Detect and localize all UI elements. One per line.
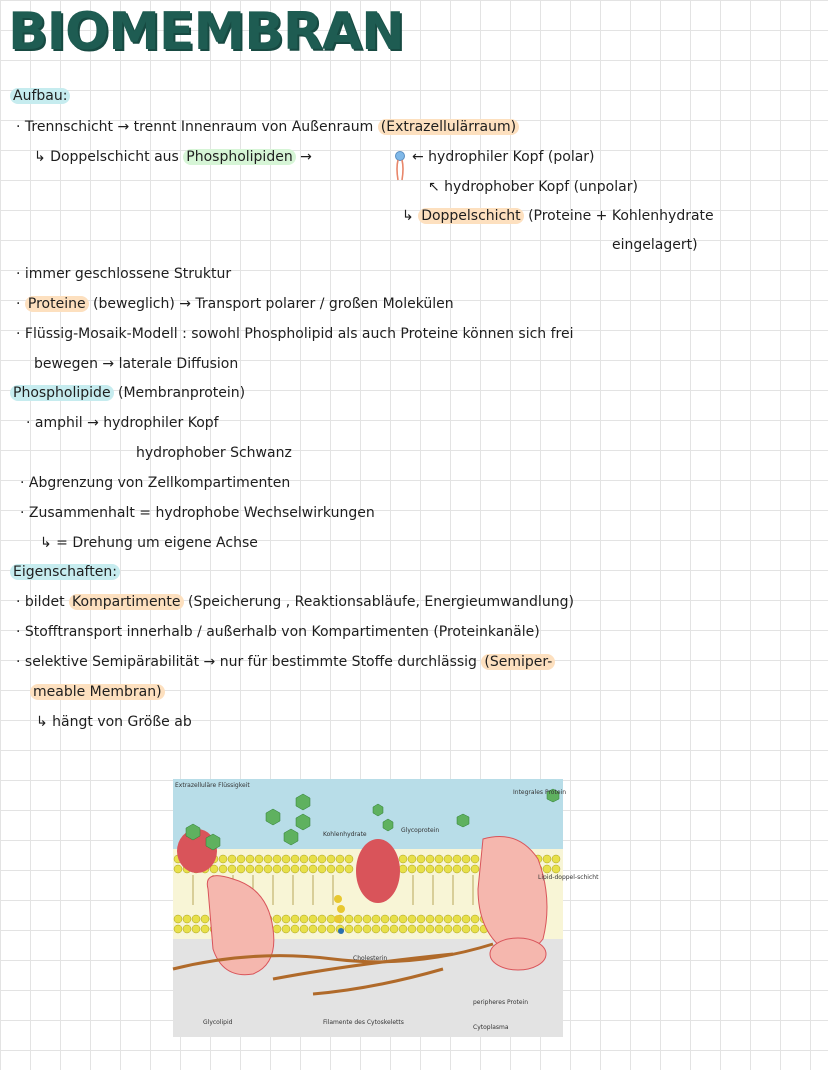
page-title: BIOMEMBRAN xyxy=(8,2,404,62)
aufbau-line-8: · Flüssig-Mosaik-Modell : sowohl Phospholipid als auch Proteine können sich frei xyxy=(16,326,574,342)
phospho-line-1: · amphil → hydrophiler Kopf xyxy=(26,415,219,431)
phospho-line-3: · Abgrenzung von Zellkompartimenten xyxy=(20,475,291,491)
aufbau-line-6: · immer geschlossene Struktur xyxy=(16,266,232,282)
aufbau-line-1: · Trennschicht → trennt Innenraum von Außenraum (Extrazellulärraum) xyxy=(16,117,519,137)
label-glycolipid: Glycolipid xyxy=(203,1019,233,1026)
eigen-heading: Eigenschaften: xyxy=(10,562,120,582)
label-cytoplasma: Cytoplasma xyxy=(473,1024,509,1031)
eigen-line-3: · selektive Semipärabilität → nur für bestimmte Stoffe durchlässig (Semiper- xyxy=(16,652,555,672)
label-integrales: Integrales Protein xyxy=(513,789,566,796)
aufbau-line-2: ↳ Doppelschicht aus Phospholipiden → xyxy=(34,149,312,165)
label-lipid: Lipid-doppel-schicht xyxy=(538,874,599,881)
eigen-line-2: · Stofftransport innerhalb / außerhalb von Kompartimenten (Proteinkanäle) xyxy=(16,624,540,640)
label-extrazell: Extrazelluläre Flüssigkeit xyxy=(175,782,250,789)
eigen-line-1: · bildet Kompartimente (Speicherung , Reaktionsabläufe, Energieumwandlung) xyxy=(16,594,574,610)
aufbau-line-4: ↳ Doppelschicht (Proteine + Kohlenhydrate xyxy=(402,208,714,224)
aufbau-line-5: eingelagert) xyxy=(612,237,698,253)
label-glycoprotein: Glycoprotein xyxy=(401,827,440,834)
eigen-line-5: ↳ hängt von Größe ab xyxy=(36,714,192,730)
phospho-line-2: hydrophober Schwanz xyxy=(136,445,292,461)
phospho-line-5: ↳ = Drehung um eigene Achse xyxy=(40,535,258,551)
phospho-heading: Phospholipide (Membranprotein) xyxy=(10,383,245,403)
membrane-diagram xyxy=(173,779,599,1037)
label-cholesterin: Cholesterin xyxy=(353,955,388,962)
eigen-line-4: meable Membran) xyxy=(30,682,165,702)
aufbau-hydrophob-kopf: ↖ hydrophober Kopf (unpolar) xyxy=(428,179,638,195)
aufbau-heading: Aufbau: xyxy=(10,88,70,104)
aufbau-line-7: · Proteine (beweglich) → Transport polarer / großen Molekülen xyxy=(16,296,454,312)
aufbau-line-9: bewegen → laterale Diffusion xyxy=(34,356,239,372)
phospholipid-icon xyxy=(392,150,408,182)
label-kohlenhydrate: Kohlenhydrate xyxy=(323,831,367,838)
label-peripheres: peripheres Protein xyxy=(473,999,529,1006)
label-filamente: Filamente des Cytoskeletts xyxy=(323,1019,404,1026)
phospho-line-4: · Zusammenhalt = hydrophobe Wechselwirkungen xyxy=(20,505,375,521)
aufbau-hydrophil-kopf: ← hydrophiler Kopf (polar) xyxy=(412,149,595,165)
